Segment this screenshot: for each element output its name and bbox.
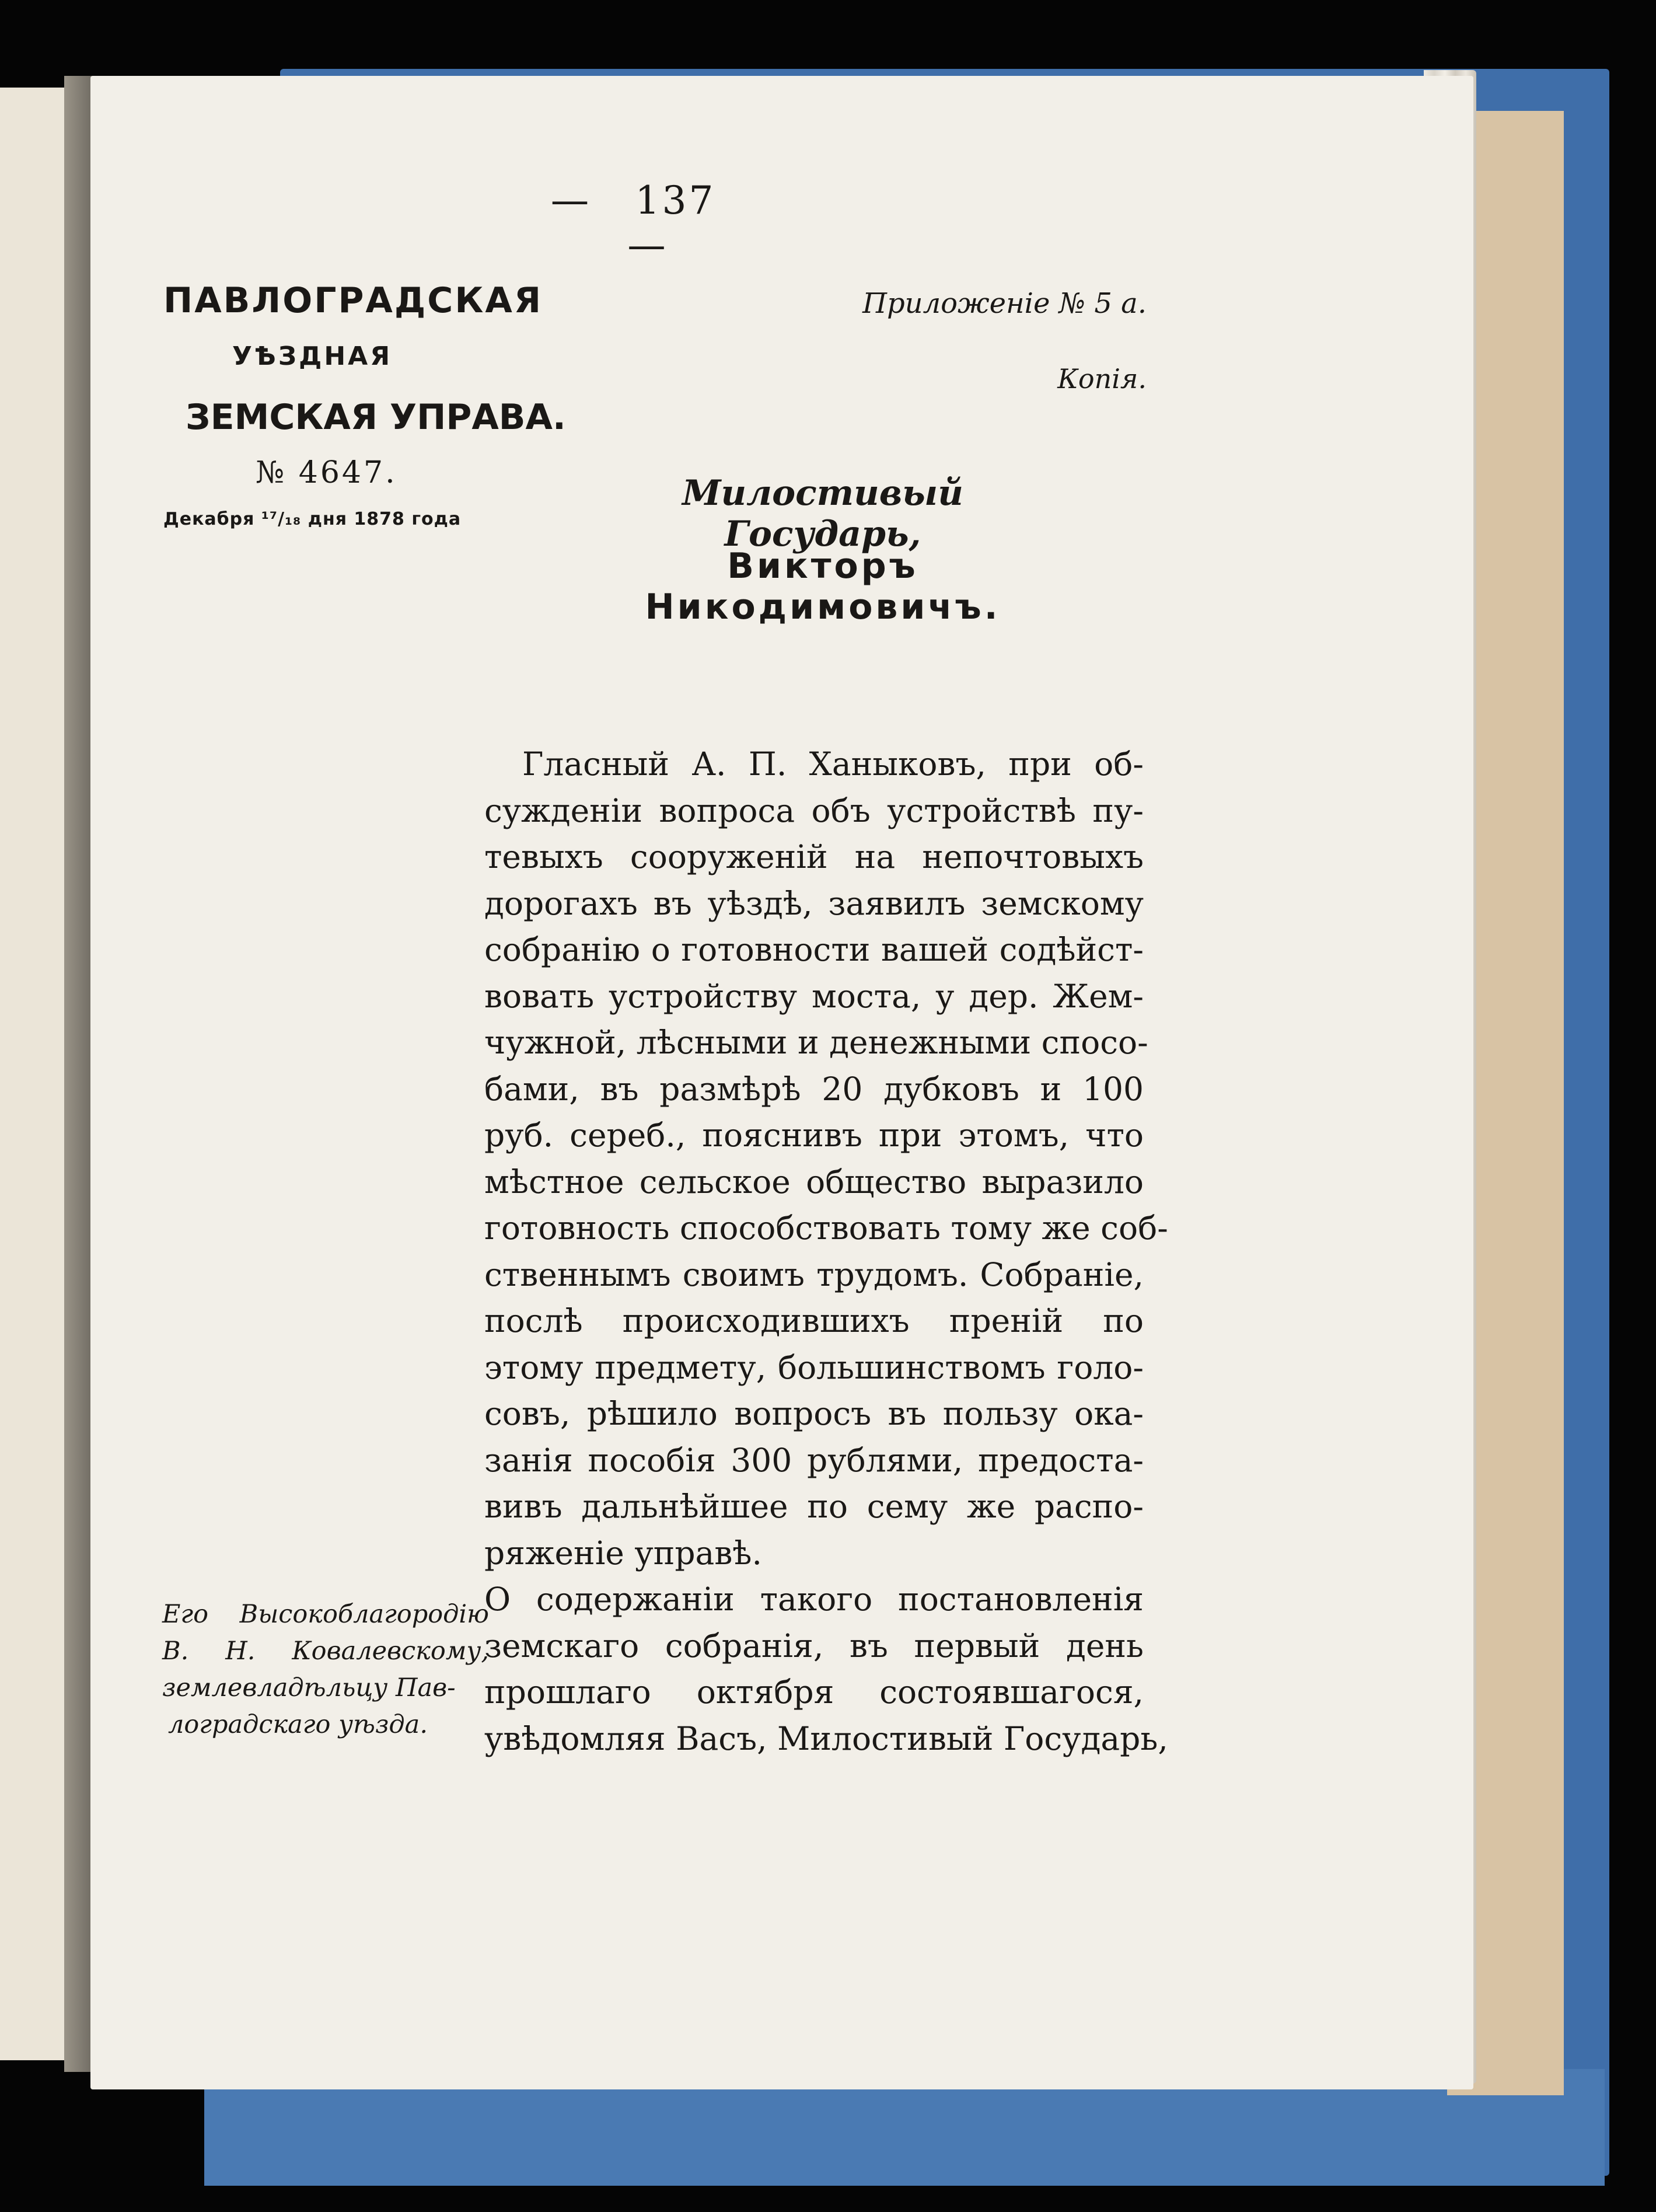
body-line: ственнымъ своимъ трудомъ. Собраніе, (484, 1255, 1144, 1293)
body-line: земскаго собранія, въ первый день (484, 1627, 1144, 1665)
page-number (525, 178, 770, 268)
body-line: послѣ происходившихъ преній по (484, 1302, 1144, 1339)
body-line: ряженіе управѣ. (484, 1534, 762, 1572)
body-line: готовность способствовать тому же соб- (484, 1209, 1168, 1247)
addressee-name: Викторъ Никодимовичъ. (645, 546, 1001, 627)
sender-org-line-2: УѢЗДНАЯ (232, 341, 393, 371)
recipient-line: Его Высокоблагородію (162, 1600, 489, 1629)
facing-page-text-fragment (0, 368, 64, 1243)
sender-org-line-1: ПАВЛОГРАДСКАЯ (163, 280, 543, 321)
body-line: вивъ дальнѣйшее по сему же распо- (484, 1488, 1144, 1525)
body-line: сужденіи вопроса объ устройствѣ пу- (484, 791, 1144, 829)
recipient-line: землевладѣльцу Пав- (162, 1673, 456, 1702)
letter-body (484, 741, 1168, 1762)
recipient-address (162, 1596, 489, 1743)
body-line: бами, въ размѣрѣ 20 дубковъ и 100 (484, 1070, 1144, 1108)
copy-label: Копія. (1057, 363, 1147, 395)
body-line: увѣдомляя Васъ, Милостивый Государь, (484, 1719, 1168, 1757)
body-line: этому предмету, большинствомъ голо- (484, 1348, 1144, 1386)
body-line: Гласный А. П. Ханыковъ, при об- (522, 745, 1144, 783)
body-line: занія пособія 300 рублями, предоста- (484, 1441, 1144, 1479)
document-date: Декабря ¹⁷/₁₈ дня 1878 года (163, 509, 462, 529)
body-line: мѣстное сельское общество выразило (484, 1163, 1144, 1201)
salutation: Милостивый Государь, (682, 473, 963, 554)
body-line: собранію о готовности вашей содѣйст- (484, 931, 1144, 968)
body-line: прошлаго октября состоявшагося, (484, 1673, 1144, 1711)
body-line: тевыхъ сооруженій на непочтовыхъ (484, 838, 1144, 875)
body-line: чужной, лѣсными и денежными спосо- (484, 1024, 1148, 1061)
page-number-value: 137 (635, 178, 716, 223)
body-line: дорогахъ въ уѣздѣ, заявилъ земскому (484, 884, 1144, 922)
facing-page (0, 88, 64, 2060)
document-number: № 4647. (256, 455, 397, 490)
appendix-label: Приложеніе № 5 а. (862, 287, 1147, 320)
page-number-dash-right: — (627, 223, 668, 268)
sender-org-line-3: ЗЕМСКАЯ УПРАВА. (186, 397, 566, 438)
body-line: вовать устройству моста, у дер. Жем- (484, 977, 1144, 1015)
recipient-line: лоградскаго уѣзда. (168, 1710, 428, 1739)
page-number-dash-left: — (550, 178, 592, 223)
body-line: совъ, рѣшило вопросъ въ пользу ока- (484, 1395, 1144, 1432)
body-line: руб. сереб., пояснивъ при этомъ, что (484, 1117, 1144, 1154)
body-line: О содержаніи такого постановленія (484, 1581, 1144, 1618)
recipient-line: В. Н. Ковалевскому, (162, 1637, 489, 1666)
